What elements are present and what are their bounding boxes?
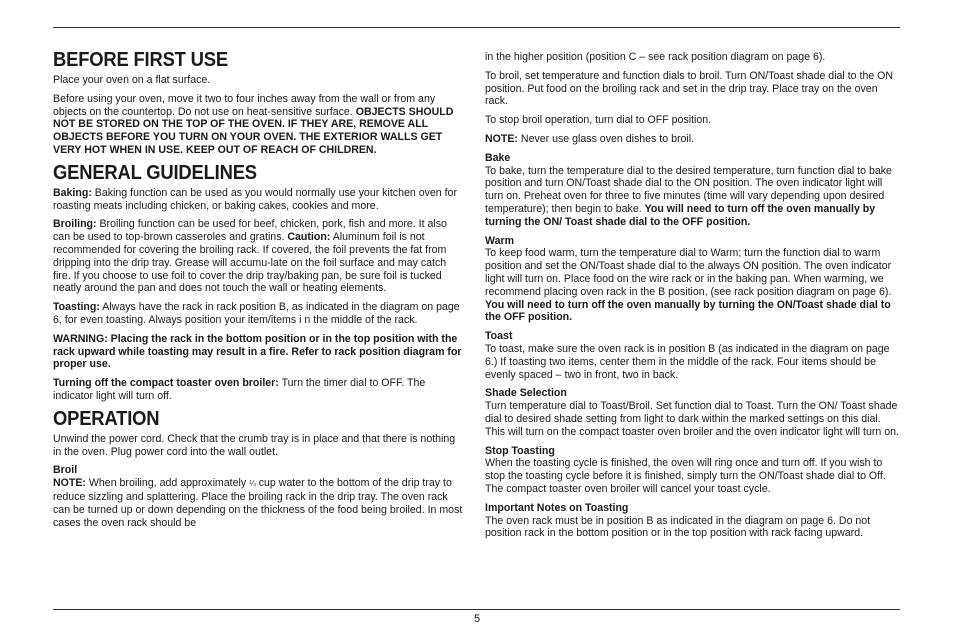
general-guidelines-heading: GENERAL GUIDELINES xyxy=(53,161,257,184)
caution-label: Caution: xyxy=(287,231,331,244)
shade-heading: Shade Selection xyxy=(485,387,567,400)
before-first-use-heading: BEFORE FIRST USE xyxy=(53,49,228,71)
left-column xyxy=(53,50,465,529)
toast-section xyxy=(485,330,901,381)
broil-heading: Broil xyxy=(53,464,78,477)
toast-text: To toast, make sure the oven rack is in position B (as indicated in the diagram on page 6.) If toasting two items, center them in the middle of the rack. Four items should be evenly spaced – two in front, two in back. xyxy=(485,342,890,381)
quarter-fraction: ¼ xyxy=(249,479,256,489)
caution-text: Aluminum foil is not recommended for covering the broiling rack. If covered, the foil prevents the fat from dripping into the drip tray. Grease will accumu-late on the foil surface and may catch fire. If you choose to use foil to cover the drip tray/baking pan, be sure foil is tucked neatly around the pan and does not touch the wall or heating elements. xyxy=(53,231,447,295)
warm-bold: You will need to turn off the oven manually by turning the ON/Toast shade dial to the OFF position. xyxy=(485,298,891,324)
stop-heading: Stop Toasting xyxy=(485,444,555,457)
bottom-rule xyxy=(53,609,900,610)
broil-p2: To broil, set temperature and function dials to broil. Turn ON/Toast shade dial to the ON position. Put food on the broiling rack and set in the drip tray. Place tray on the oven rack. xyxy=(485,69,894,108)
turning-off-paragraph xyxy=(53,377,465,403)
stop-section xyxy=(485,445,901,496)
turning-off-text: Turn the timer dial to OFF. The indicator light will turn off. xyxy=(53,377,426,402)
broil-note-text-b: cup water to the bottom of the drip tray to reduce sizzling and splattering. Place the broiling rack in the drip tray. The oven rack can be turned up or down depending on the thickness of the food being broiled. In most cases the oven rack should be xyxy=(53,477,463,529)
broil-section xyxy=(53,464,465,529)
before-first-use-p1: Place your oven on a flat surface. xyxy=(53,74,211,86)
stop-text: When the toasting cycle is finished, the oven will ring once and turn off. If you wish to stop the toasting cycle before it is finished, simply turn the ON/Toast shade dial to Off. The compact toaster oven broiler will cancel your toast cycle. xyxy=(485,457,886,495)
turning-off-label: Turning off the compact toaster oven broiler: xyxy=(53,377,279,390)
bake-section xyxy=(485,152,901,229)
baking-label: Baking: xyxy=(53,186,92,199)
shade-section xyxy=(485,387,901,438)
broil-note2-label: NOTE: xyxy=(485,132,518,145)
broil-note-text-a: When broiling, add approximately xyxy=(85,477,250,490)
notes-section xyxy=(485,502,901,540)
toast-heading: Toast xyxy=(485,330,513,343)
broil-note xyxy=(485,133,901,146)
notes-heading: Important Notes on Toasting xyxy=(485,501,629,514)
before-first-use-p2 xyxy=(53,93,465,157)
bake-text: To bake, turn the temperature dial to the desired temperature, turn function dial to bake position and turn ON/Toast shade dial to the ON position. The oven indicator light will turn on. Preheat oven for three to five minutes (time will vary depending upon desired temperature); then begin to bake. xyxy=(485,164,892,215)
bake-bold: You will need to turn off the oven manually by turning the ON/ Toast shade dial to the OFF position. xyxy=(485,202,876,228)
baking-paragraph xyxy=(53,187,465,213)
broiling-label: Broiling: xyxy=(53,218,97,231)
notes-text: The oven rack must be in position B as indicated in the diagram on page 6. Do not position rack in the bottom position or in the top position with rack facing upward. xyxy=(485,514,871,540)
before-first-use-warning: OBJECTS SHOULD NOT BE STORED ON THE TOP OF THE OVEN. IF THEY ARE, REMOVE ALL OBJECTS BEFORE YOU TURN ON YOUR OVEN. THE EXTERIOR WALLS GET VERY HOT WHEN IN USE. KEEP OUT OF REACH OF CHILDREN. xyxy=(53,105,454,156)
baking-text: Baking function can be used as you would normally use your kitchen oven for roasting meats including chicken, or baking cakes, cookies and more. xyxy=(53,186,457,212)
bake-heading: Bake xyxy=(485,151,511,164)
broil-note-label: NOTE: xyxy=(53,477,86,490)
right-column xyxy=(485,51,901,540)
page-number: 5 xyxy=(473,613,481,625)
broil-note2-text: Never use glass oven dishes to broil. xyxy=(517,132,695,145)
warning-paragraph: WARNING: Placing the rack in the bottom position or in the top position with the rack upward while toasting may result in a fire. Refer to rack position diagram for proper use. xyxy=(53,332,462,371)
before-first-use-p2-text: Before using your oven, move it two to four inches away from the wall or from any objects on the countertop. Do not use on heat-sensitive surface. xyxy=(53,92,436,118)
broil-continued: in the higher position (position C – see rack position diagram on page 6). xyxy=(485,51,826,63)
toasting-paragraph xyxy=(53,301,465,327)
operation-p1: Unwind the power cord. Check that the crumb tray is in place and that there is nothing in the oven. Plug power cord into the wall outlet. xyxy=(53,432,456,458)
warm-section xyxy=(485,235,901,325)
shade-text: Turn temperature dial to Toast/Broil. Set function dial to Toast. Turn the ON/ Toast shade dial to desired shade setting from light to dark within the marked settings on this dial. This will turn on the compact toaster oven broiler and the oven indicator light will turn on. xyxy=(485,400,899,438)
top-rule xyxy=(53,27,900,28)
warm-text: To keep food warm, turn the temperature dial to Warm; turn the function dial to warm position and set the ON/Toast shade dial to the always ON position. The oven indicator light will turn on. Place food on the wire rack or in the baking pan. When warming, we recommend placing oven rack in the B position, (see rack position diagram on page 6). xyxy=(485,247,892,298)
toasting-text: Always have the rack in rack position B, as indicated in the diagram on page 6, for even toasting. Always position your item/items i n the middle of the rack. xyxy=(53,301,460,326)
warm-heading: Warm xyxy=(485,234,515,247)
broiling-paragraph xyxy=(53,218,465,295)
broil-p3: To stop broil operation, turn dial to OFF position. xyxy=(485,114,712,127)
toasting-label: Toasting: xyxy=(53,301,100,314)
broiling-text: Broiling function can be used for beef, chicken, pork, fish and more. It also can be used to top-brown casseroles and gratins. xyxy=(53,218,447,244)
operation-heading: OPERATION xyxy=(53,407,160,430)
